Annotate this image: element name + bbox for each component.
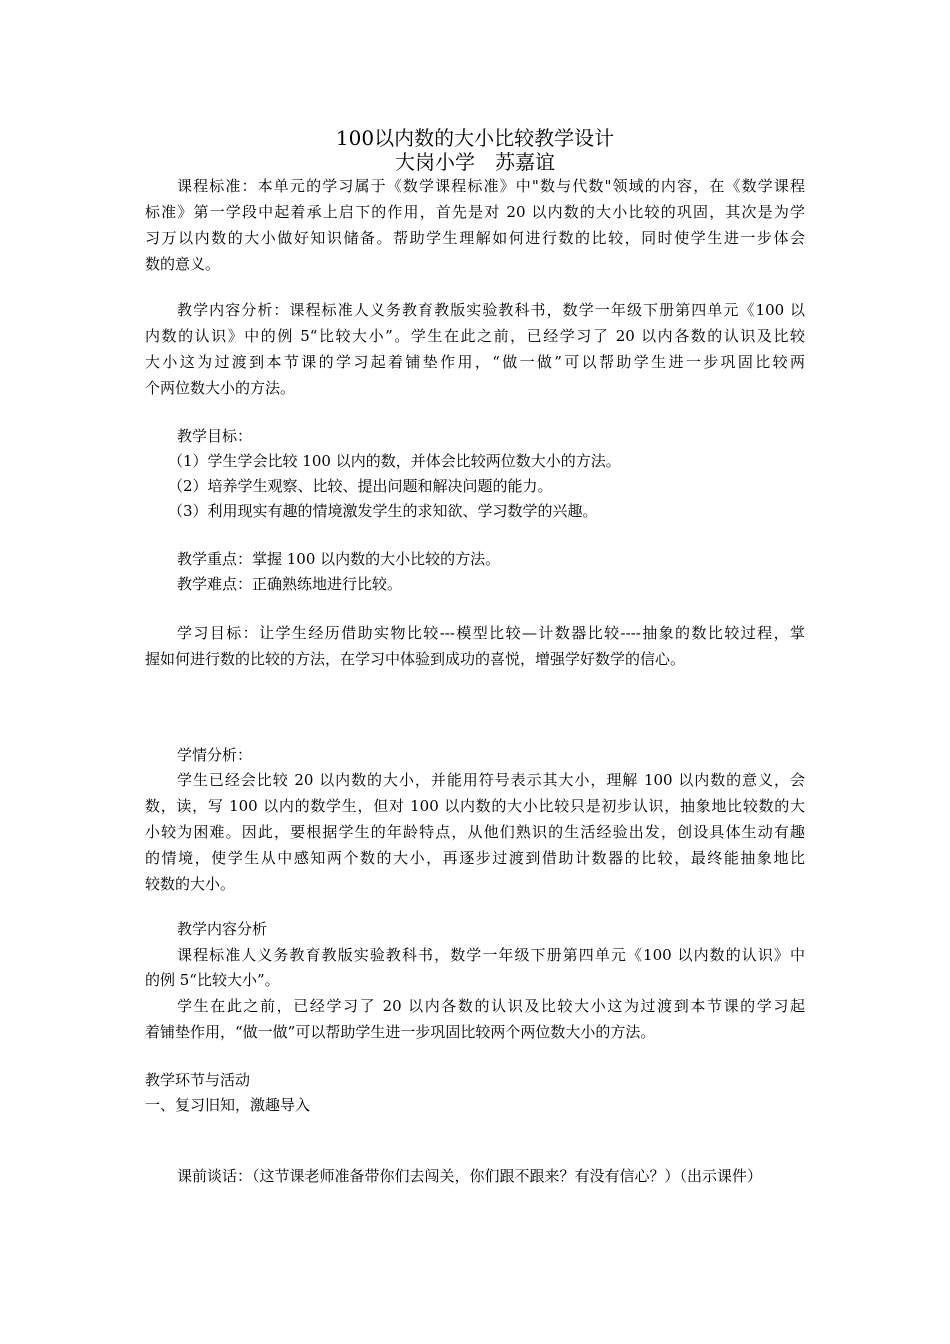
text-line: 握如何进行数的比较的方法，在学习中体验到成功的喜悦，增强学好数学的信心。 <box>145 650 686 668</box>
text-line: 的例 5“比较大小”。 <box>145 971 280 989</box>
section-heading: 教学目标： <box>177 427 253 445</box>
list-item: （2）培养学生观察、比较、提出问题和解决问题的能力。 <box>168 477 553 495</box>
text-line: 个两位数大小的方法。 <box>145 379 296 397</box>
text-line: 课前谈话：（这节课老师准备带你们去闯关，你们跟不跟来？有没有信心？）（出示课件） <box>177 1167 763 1185</box>
section-heading: 教学内容分析 <box>177 920 268 938</box>
text-line: 的情境，使学生从中感知两个数的大小，再逐步过渡到借助计数器的比较，最终能抽象地比 <box>145 849 805 867</box>
list-item: （1）学生学会比较 100 以内的数，并体会比较两位数大小的方法。 <box>168 452 621 470</box>
text-line: 较数的大小。 <box>145 875 236 893</box>
text-line: 内数的认识》中的例 5“比较大小”。学生在此之前，已经学习了 20 以内各数的认识及比较 <box>145 327 805 345</box>
section-heading: 一、复习旧知，激趣导入 <box>145 1096 311 1114</box>
text-line: 标准》第一学段中起着承上启下的作用，首先是对 20 以内数的大小比较的巩固，其次是为学 <box>145 203 805 221</box>
list-item: （3）利用现实有趣的情境激发学生的求知欲、学习数学的兴趣。 <box>168 502 598 520</box>
document-title: 100以内数的大小比较教学设计 <box>335 126 615 150</box>
text-line: 习万以内数的大小做好知识储备。帮助学生理解如何进行数的比较，同时使学生进一步体会 <box>145 229 805 247</box>
text-line: 学生已经会比较 20 以内数的大小，并能用符号表示其大小，理解 100 以内数的意义，会 <box>177 771 805 789</box>
text-line: 教学难点：正确熟练地进行比较。 <box>177 575 403 593</box>
text-line: 大小这为过渡到本节课的学习起着铺垫作用，“做一做”可以帮助学生进一步巩固比较两 <box>145 353 805 371</box>
text-line: 数，读，写 100 以内的数学生，但对 100 以内数的大小比较只是初步认识，抽象地比较数的大 <box>145 797 805 815</box>
document-author: 大岗小学 苏嘉谊 <box>395 150 555 174</box>
text-line: 学生在此之前，已经学习了 20 以内各数的认识及比较大小这为过渡到本节课的学习起 <box>177 997 805 1015</box>
section-heading: 教学环节与活动 <box>145 1071 251 1089</box>
text-line: 教学重点：掌握 100 以内数的大小比较的方法。 <box>177 550 501 568</box>
text-line: 课程标准人义务教育教版实验教科书，数学一年级下册第四单元《100 以内数的认识》中 <box>177 946 805 964</box>
text-line: 小较为困难。因此，要根据学生的年龄特点，从他们熟识的生活经验出发，创设具体生动有趣 <box>145 823 805 841</box>
text-line: 数的意义。 <box>145 255 221 273</box>
text-line: 课程标准：本单元的学习属于《数学课程标准》中"数与代数"领域的内容，在《数学课程 <box>177 177 805 195</box>
text-line: 学习目标：让学生经历借助实物比较---模型比较—计数器比较----抽象的数比较过程，掌 <box>177 624 805 642</box>
section-heading: 学情分析： <box>177 746 253 764</box>
text-line: 教学内容分析：课程标准人义务教育教版实验教科书，数学一年级下册第四单元《100 以 <box>177 301 805 319</box>
text-line: 着铺垫作用，“做一做”可以帮助学生进一步巩固比较两个两位数大小的方法。 <box>145 1023 656 1041</box>
